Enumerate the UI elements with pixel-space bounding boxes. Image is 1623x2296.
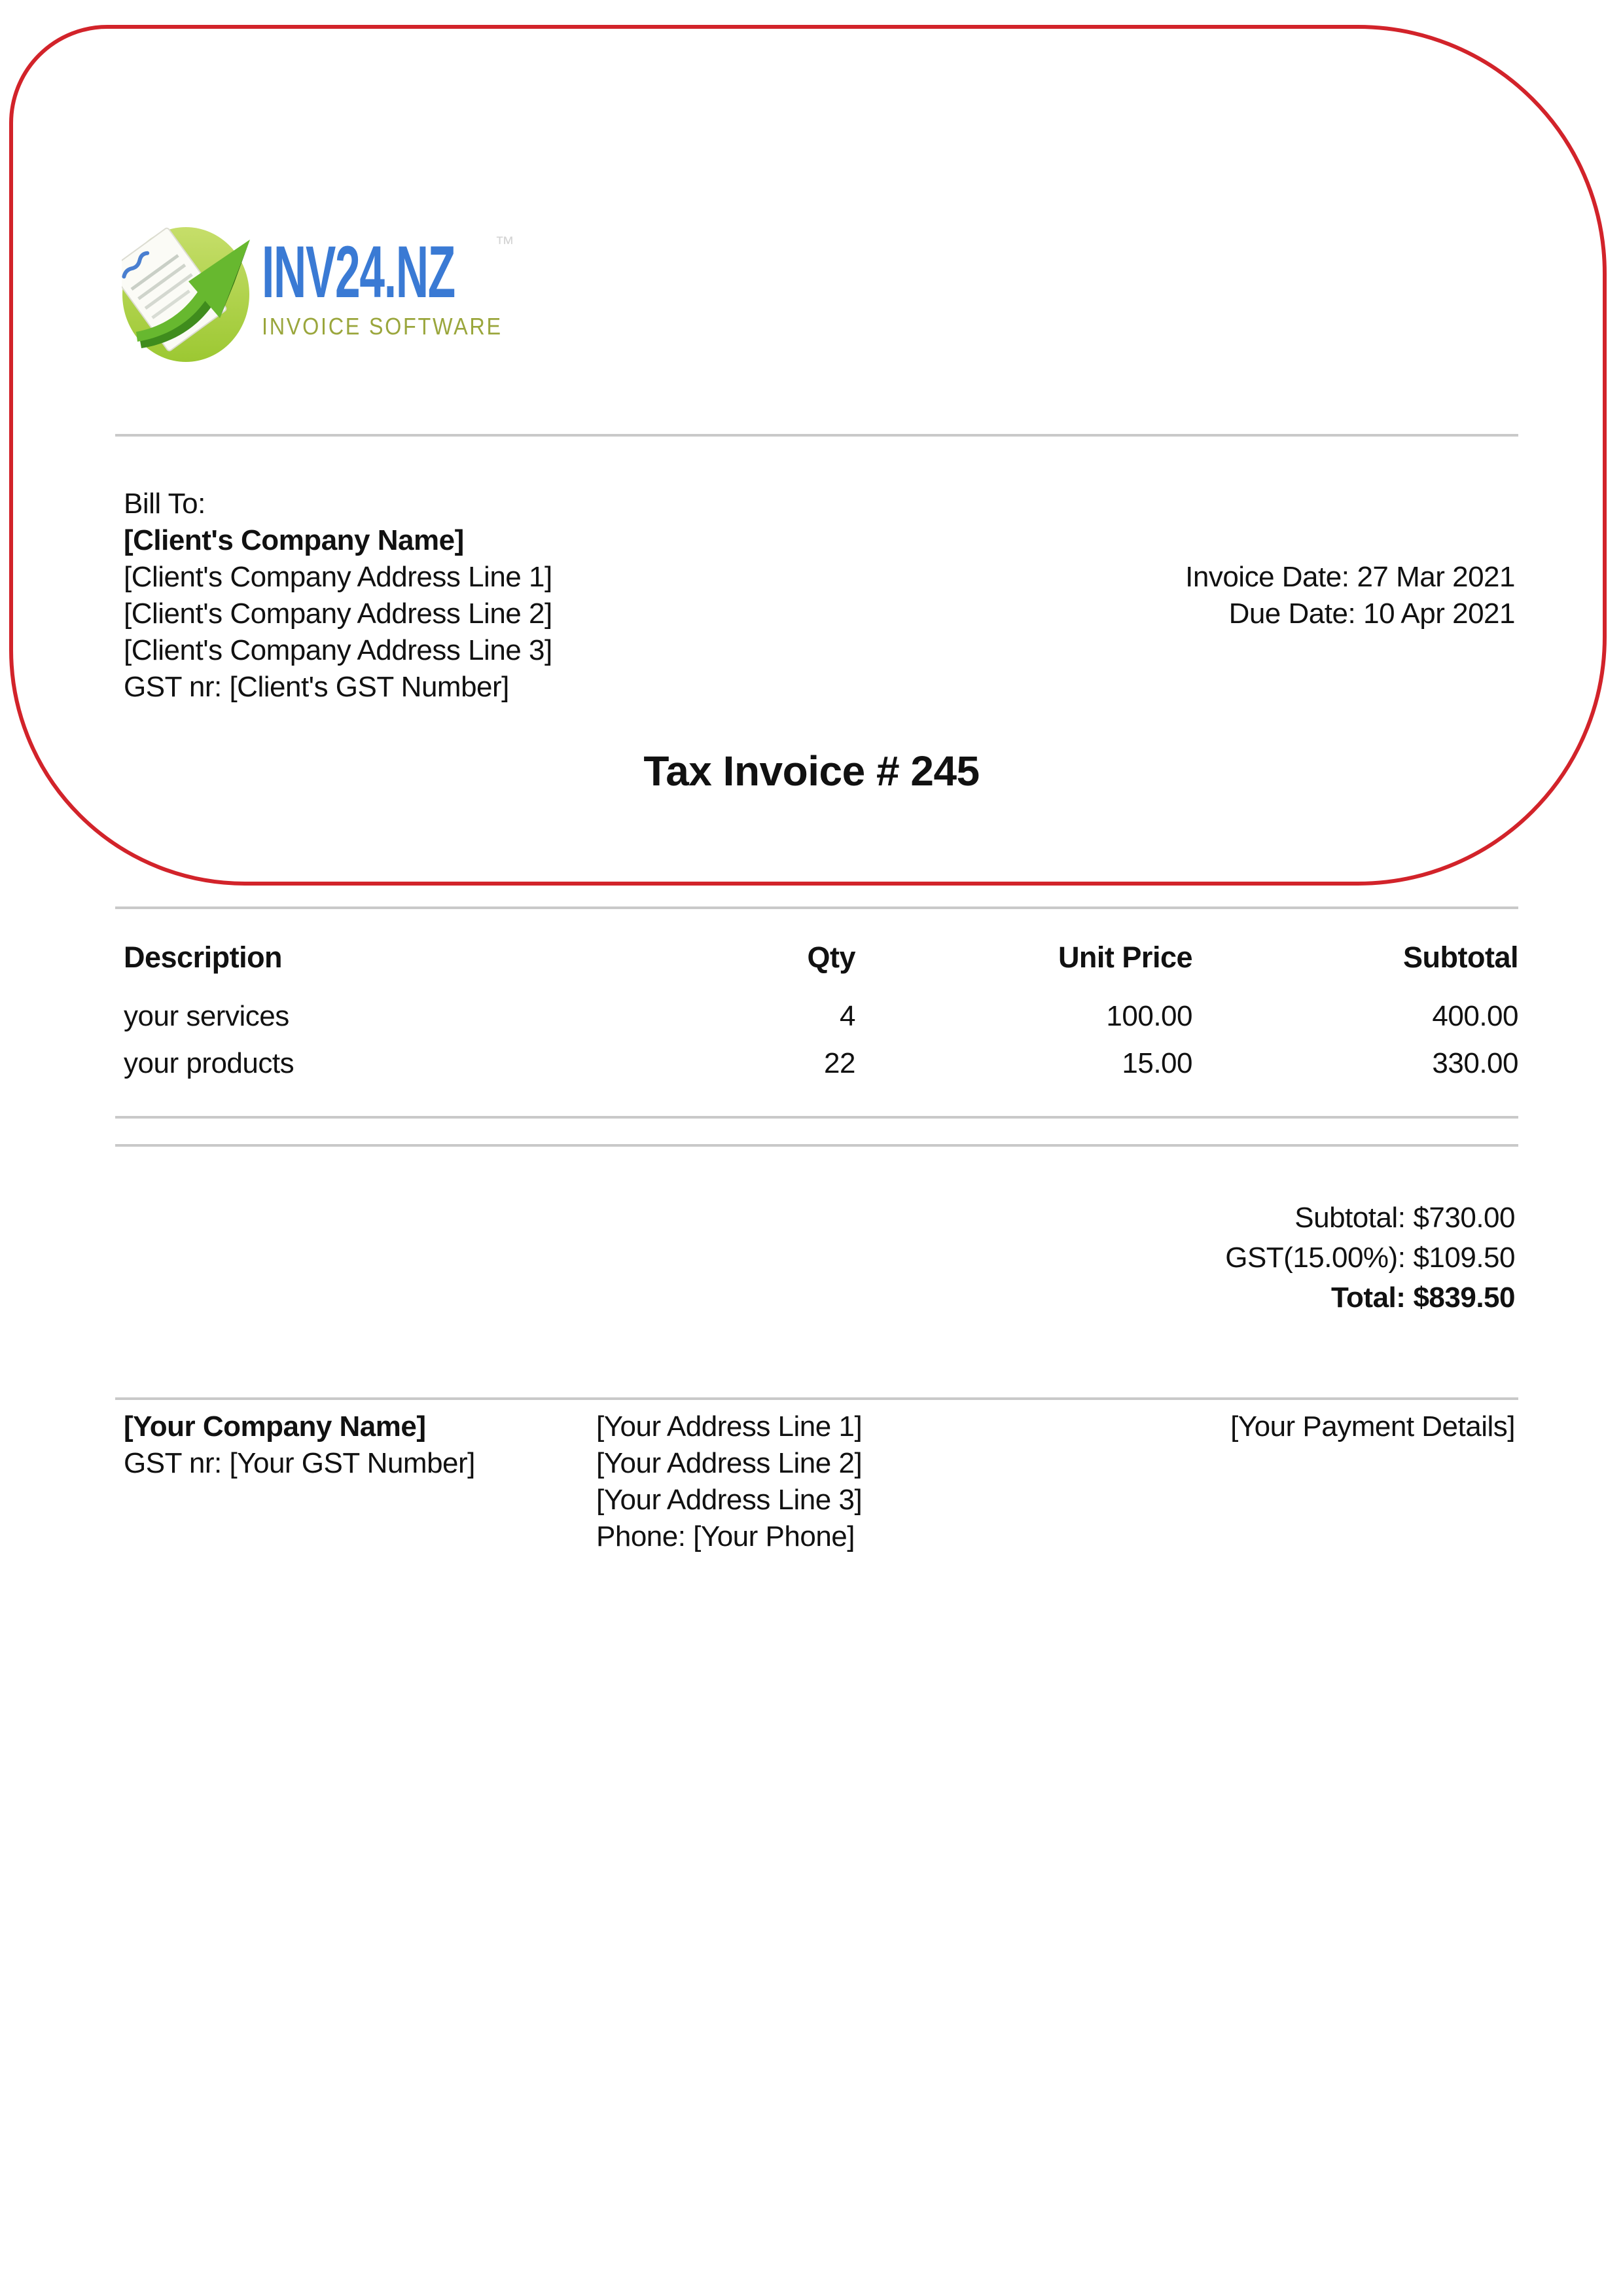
- trademark-mark: ™: [495, 233, 514, 255]
- divider-above-footer: [115, 1397, 1518, 1400]
- subtotal-value: $730.00: [1413, 1202, 1515, 1234]
- row-description: your products: [124, 1047, 294, 1079]
- due-date-label: Due Date:: [1228, 598, 1356, 630]
- divider-above-totals: [115, 1144, 1518, 1147]
- footer-company-column: [115, 1408, 596, 1555]
- invoice-date-label: Invoice Date:: [1185, 561, 1349, 593]
- logo-text: [262, 220, 573, 365]
- client-gst-line: GST nr: [Client's GST Number]: [124, 671, 509, 703]
- total-label: Total:: [1330, 1282, 1406, 1314]
- bill-to-label: Bill To:: [124, 488, 205, 520]
- your-company-name: [Your Company Name]: [124, 1410, 426, 1443]
- invoice-document-arrow-icon: [122, 220, 255, 365]
- table-header-row: [115, 941, 1518, 974]
- row-subtotal: 400.00: [1432, 1000, 1518, 1032]
- client-address-line-1: [Client's Company Address Line 1]: [124, 561, 552, 593]
- your-phone-line: Phone: [Your Phone]: [596, 1520, 855, 1552]
- your-address-line-3: [Your Address Line 3]: [596, 1484, 863, 1516]
- gst-value: $109.50: [1413, 1242, 1515, 1274]
- header-qty: Qty: [807, 941, 855, 974]
- row-unit-price: 100.00: [1106, 1000, 1192, 1032]
- client-address-line-2: [Client's Company Address Line 2]: [124, 598, 552, 630]
- your-address-line-1: [Your Address Line 1]: [596, 1410, 863, 1443]
- footer-payment-column: [1221, 1408, 1518, 1555]
- client-company-name: [Client's Company Name]: [124, 524, 464, 556]
- totals-block: [1225, 1198, 1515, 1318]
- row-unit-price: 15.00: [1122, 1047, 1192, 1079]
- client-address-line-3: [Client's Company Address Line 3]: [124, 634, 552, 666]
- your-address-line-2: [Your Address Line 2]: [596, 1447, 863, 1479]
- header-subtotal: Subtotal: [1403, 941, 1518, 974]
- row-qty: 22: [824, 1047, 855, 1079]
- gst-label: GST(15.00%):: [1225, 1242, 1406, 1274]
- footer: [115, 1408, 1518, 1555]
- total-line: [1225, 1278, 1515, 1318]
- due-date-line: [1185, 596, 1515, 632]
- divider-below-rows: [115, 1116, 1518, 1119]
- row-subtotal: 330.00: [1432, 1047, 1518, 1079]
- invoice-title: Tax Invoice # 245: [643, 747, 980, 795]
- footer-address-column: [596, 1408, 1221, 1555]
- due-date-value: 10 Apr 2021: [1363, 598, 1515, 630]
- logo-subtitle: INVOICE SOFTWARE: [262, 313, 503, 340]
- subtotal-line: [1225, 1198, 1515, 1238]
- your-gst-line: GST nr: [Your GST Number]: [124, 1447, 475, 1479]
- header-description: Description: [124, 941, 283, 974]
- divider-top: [115, 434, 1518, 437]
- dates-block: [1185, 559, 1515, 632]
- your-payment-details: [Your Payment Details]: [1230, 1410, 1515, 1443]
- gst-line: [1225, 1238, 1515, 1278]
- subtotal-label: Subtotal:: [1294, 1202, 1406, 1234]
- logo-title: INV24.NZ: [262, 231, 455, 313]
- header-unit-price: Unit Price: [1058, 941, 1192, 974]
- total-value: $839.50: [1413, 1282, 1515, 1314]
- row-description: your services: [124, 1000, 289, 1032]
- bill-to-block: [124, 486, 552, 706]
- invoice-date-value: 27 Mar 2021: [1357, 561, 1515, 593]
- row-qty: 4: [840, 1000, 855, 1032]
- table-row: [115, 1047, 1518, 1080]
- invoice-date-line: [1185, 559, 1515, 596]
- table-row: [115, 1000, 1518, 1033]
- divider-above-table: [115, 906, 1518, 909]
